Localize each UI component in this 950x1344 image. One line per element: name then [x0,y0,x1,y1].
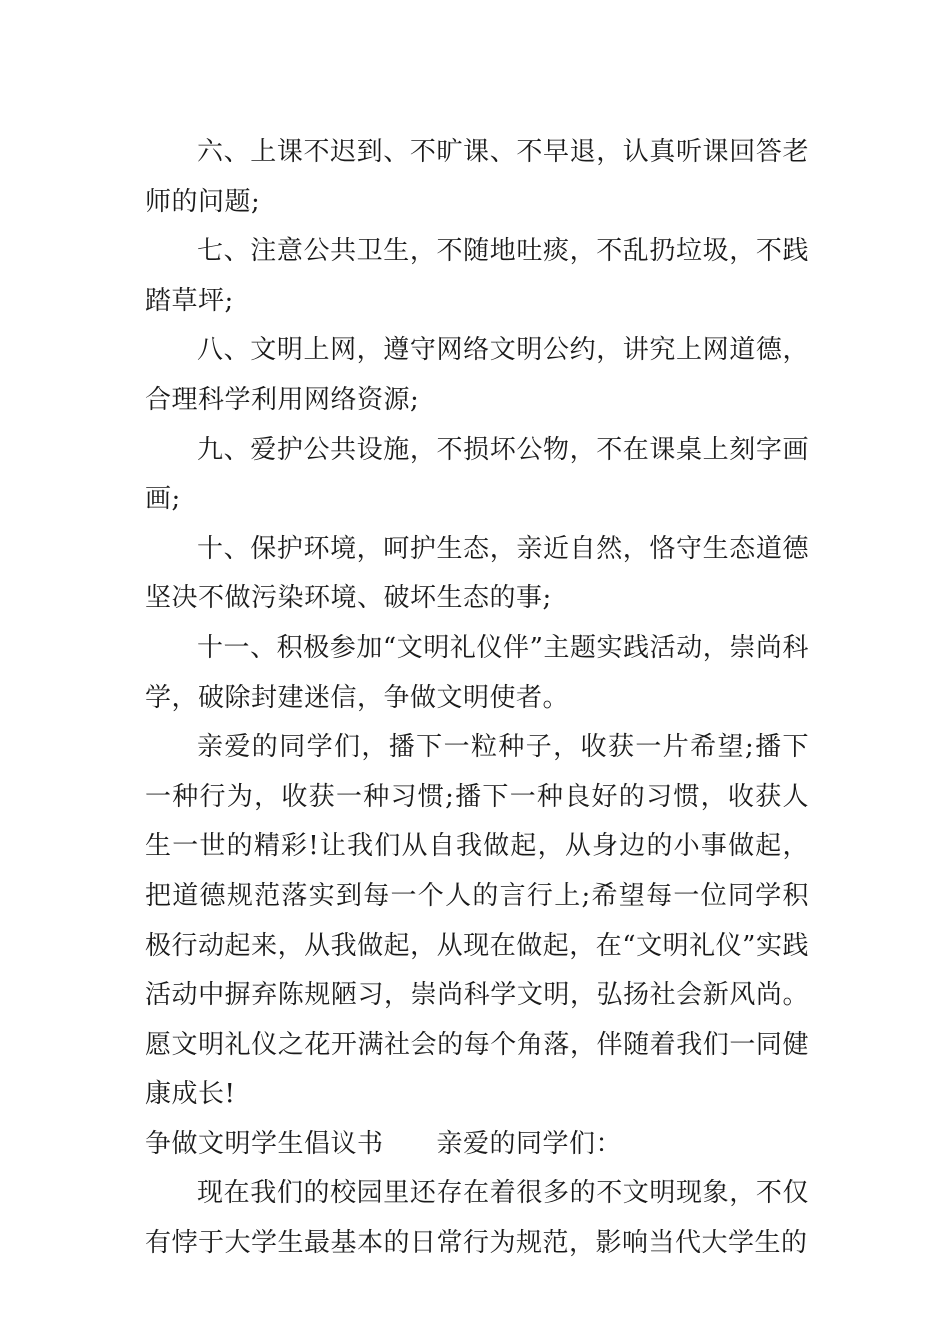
paragraph-item-8: 八、文明上网，遵守网络文明公约，讲究上网道德，合理科学利用网络资源; [145,335,809,415]
document-body [145,128,809,1269]
paragraph-item-6: 六、上课不迟到、不旷课、不早退，认真听课回答老师的问题; [145,137,809,217]
proposal-intro-paragraph: 现在我们的校园里还存在着很多的不文明现象，不仅有悖于大学生最基本的日常行为规范，影响当代大学生的 [145,1178,809,1259]
paragraph-item-9: 九、爱护公共设施，不损坏公物，不在课桌上刻字画画; [145,434,809,515]
proposal-heading-line: 争做文明学生倡议书 亲爱的同学们： [145,1128,623,1159]
paragraph-item-7: 七、注意公共卫生，不随地吐痰，不乱扔垃圾，不践踏草坪; [145,236,809,316]
paragraph-item-11: 十一、积极参加“文明礼仪伴”主题实践活动，崇尚科学，破除封建迷信，争做文明使者。 [145,632,809,713]
paragraph-item-10: 十、保护环境，呵护生态，亲近自然，恪守生态道德坚决不做污染环境、破坏生态的事; [145,533,809,614]
closing-paragraph: 亲爱的同学们，播下一粒种子，收获一片希望;播下一种行为，收获一种习惯;播下一种良好的习惯，收获人生一世的精彩!让我们从自我做起，从身边的小事做起，把道德规范落实到每一个人的言行上;希望每一位同学积极行动起来，从我做起，从现在做起，在“文明礼仪”实践活动中摒弃陈规陋习，崇尚科学文明，弘扬社会新风尚。愿文明礼仪之花开满社会的每个角落，伴随着我们一同健康成长! [145,732,809,1110]
